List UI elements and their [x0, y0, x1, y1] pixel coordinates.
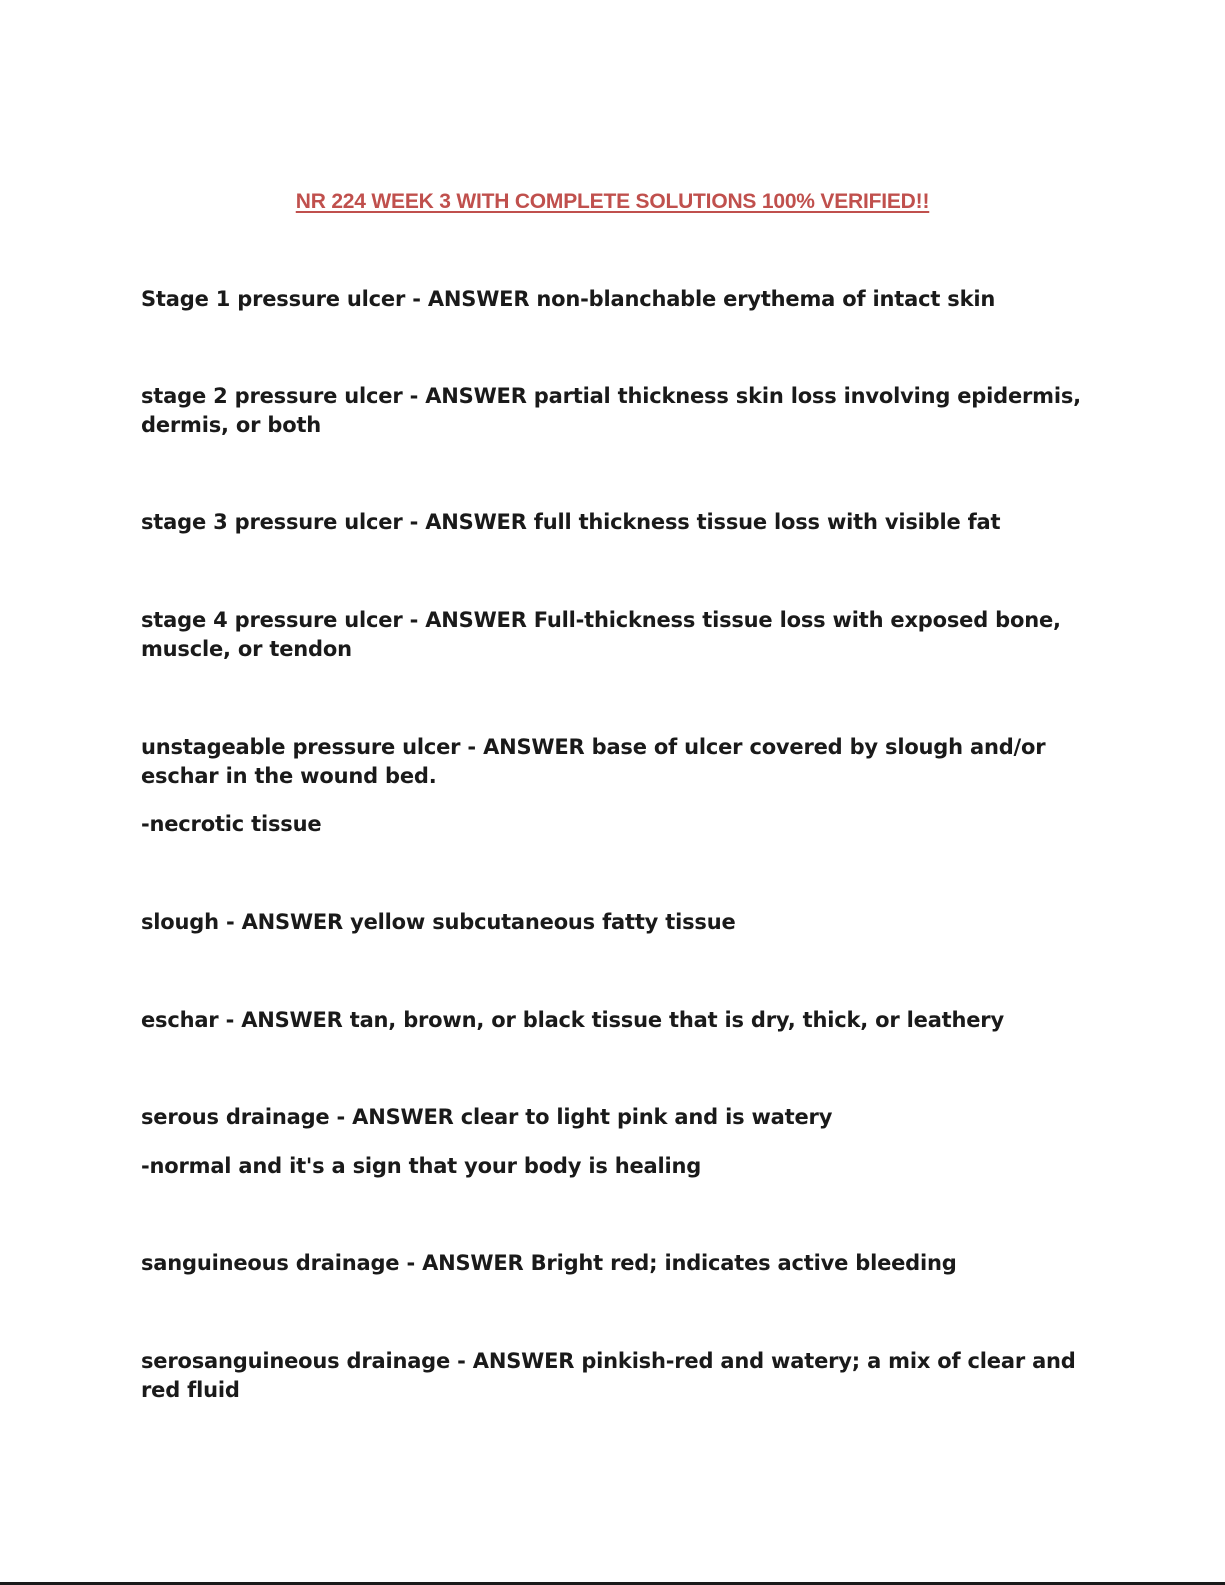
qa-serous-drainage-note: -normal and it's a sign that your body is healing [141, 1154, 702, 1178]
qa-stage-4-pressure-ulcer: stage 4 pressure ulcer - ANSWER Full-thickness tissue loss with exposed bone, muscle, or tendon [141, 608, 1061, 661]
document-title: NR 224 WEEK 3 WITH COMPLETE SOLUTIONS 100% VERIFIED!! [295, 190, 930, 213]
qa-unstageable-pressure-ulcer: unstageable pressure ulcer - ANSWER base of ulcer covered by slough and/or eschar in the wound bed. [141, 735, 1046, 788]
qa-stage-2-pressure-ulcer: stage 2 pressure ulcer - ANSWER partial thickness skin loss involving epidermis, dermis, or both [141, 384, 1081, 437]
qa-unstageable-note: -necrotic tissue [141, 812, 322, 836]
qa-serosanguineous-drainage: serosanguineous drainage - ANSWER pinkish-red and watery; a mix of clear and red fluid [141, 1349, 1076, 1402]
qa-stage-1-pressure-ulcer: Stage 1 pressure ulcer - ANSWER non-blanchable erythema of intact skin [141, 287, 996, 311]
qa-eschar: eschar - ANSWER tan, brown, or black tissue that is dry, thick, or leathery [141, 1008, 1004, 1032]
qa-sanguineous-drainage: sanguineous drainage - ANSWER Bright red; indicates active bleeding [141, 1251, 957, 1275]
qa-stage-3-pressure-ulcer: stage 3 pressure ulcer - ANSWER full thickness tissue loss with visible fat [141, 510, 1001, 534]
qa-slough: slough - ANSWER yellow subcutaneous fatty tissue [141, 910, 736, 934]
qa-serous-drainage: serous drainage - ANSWER clear to light pink and is watery [141, 1105, 833, 1129]
